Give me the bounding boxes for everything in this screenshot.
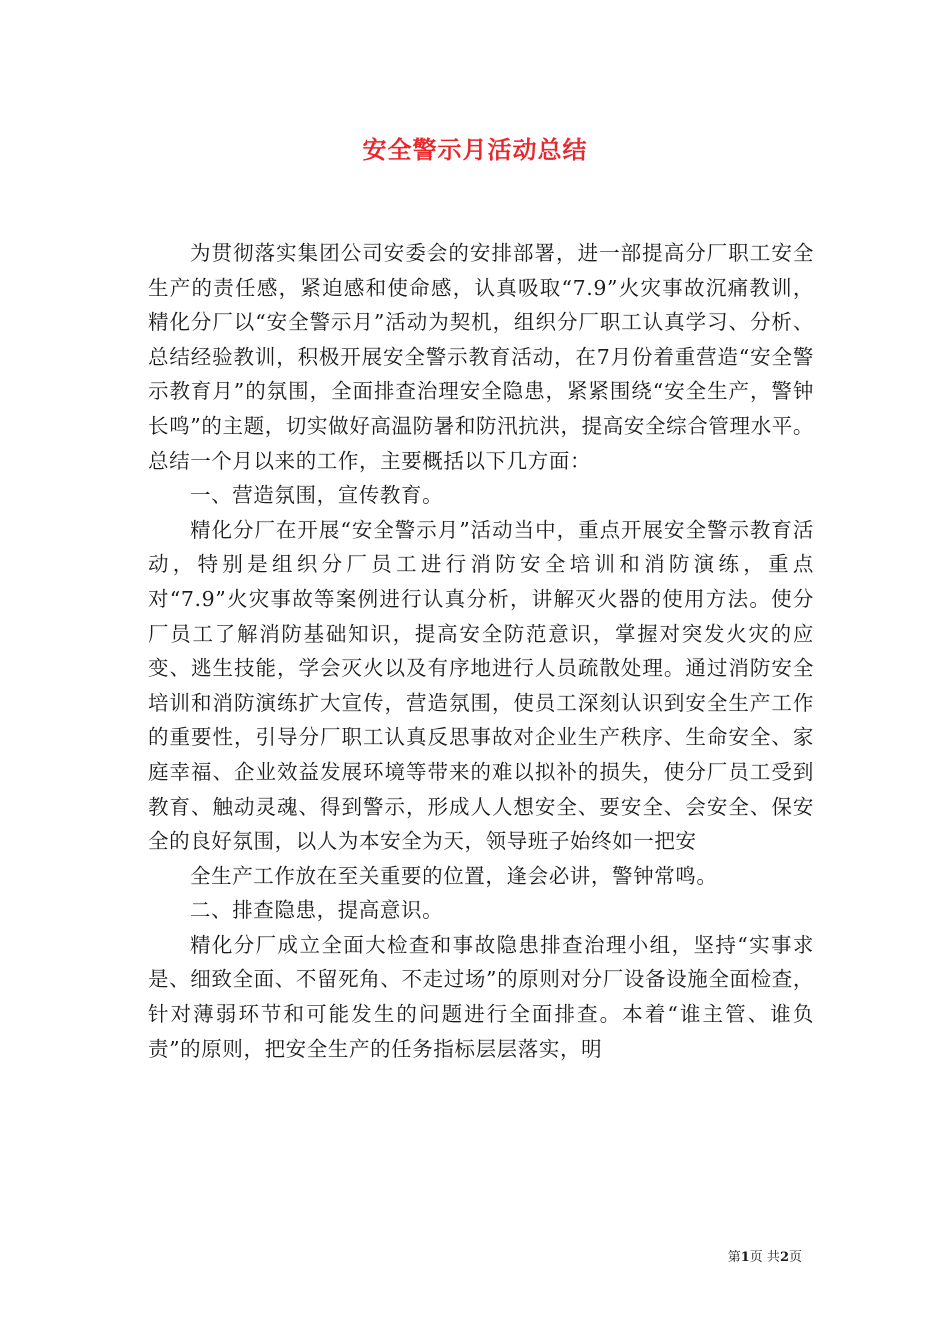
page-number-footer <box>728 1249 802 1267</box>
paragraph-section-1: 精化分厂在开展“安全警示月”活动当中，重点开展安全警示教育活动，特别是组织分厂员工进行消防安全培训和消防演练，重点对“7.9”火灾事故等案例进行认真分析，讲解灭火器的使用方法。使分厂员工了解消防基础知识，提高安全防范意识，掌握对突发火灾的应变、逃生技能，学会灭火以及有序地进行人员疏散处理。通过消防安全培训和消防演练扩大宣传，营造氛围，使员工深刻认识到安全生产工作的重要性，引导分厂职工认真反思事故对企业生产秩序、生命安全、家庭幸福、企业效益发展环境等带来的难以拟补的损失，使分厂员工受到教育、触动灵魂、得到警示，形成人人想安全、要安全、会安全、保安全的良好氛围，以人为本安全为天，领导班子始终如一把安 <box>148 517 814 854</box>
paragraph-section-1-continued: 全生产工作放在至关重要的位置，逢会必讲，警钟常鸣。 <box>190 863 718 888</box>
paragraph-intro: 为贯彻落实集团公司安委会的安排部署，进一部提高分厂职工安全生产的责任感，紧迫感和使命感，认真吸取“7.9”火灾事故沉痛教训，精化分厂以“安全警示月”活动为契机，组织分厂职工认真学习、分析、总结经验教训，积极开展安全警示教育活动，在7月份着重营造“安全警示教育月”的氛围，全面排查治理安全隐患，紧紧围绕“安全生产，警钟长鸣”的主题，切实做好高温防暑和防汛抗洪，提高安全综合管理水平。总结一个月以来的工作，主要概括以下几方面： <box>148 241 814 473</box>
current-page-number: 1 <box>740 1250 750 1265</box>
total-page-count: 2 <box>779 1250 789 1265</box>
document-body <box>148 236 814 1066</box>
footer-prefix: 第 <box>727 1250 741 1265</box>
section-heading-2: 二、排查隐患，提高意识。 <box>190 898 444 923</box>
footer-suffix: 页 <box>788 1250 802 1265</box>
paragraph-section-2: 精化分厂成立全面大检查和事故隐患排查治理小组，坚持“实事求是、细致全面、不留死角、不走过场”的原则对分厂设备设施全面检查，针对薄弱环节和可能发生的问题进行全面排查。本着“谁主管、谁负责”的原则，把安全生产的任务指标层层落实，明 <box>148 932 814 1061</box>
footer-middle: 页 共 <box>749 1250 780 1265</box>
document-title: 安全警示月活动总结 <box>362 135 588 164</box>
section-heading-1: 一、营造氛围，宣传教育。 <box>190 483 444 508</box>
